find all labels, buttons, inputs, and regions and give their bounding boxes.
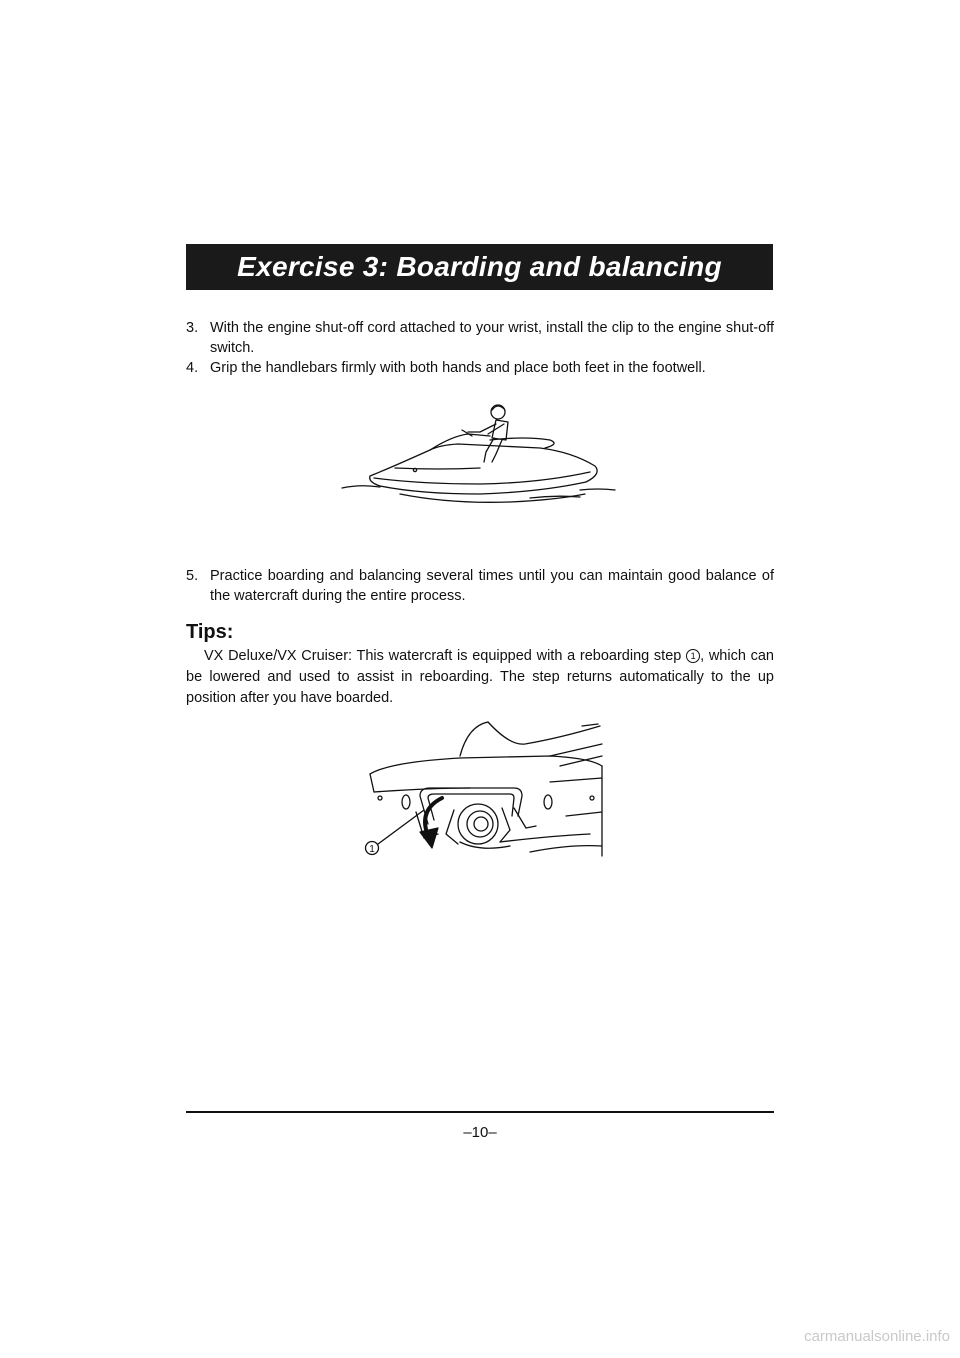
page-title: Exercise 3: Boarding and balancing — [237, 251, 722, 282]
footer-divider — [186, 1111, 774, 1113]
section-header — [186, 244, 773, 290]
step-text: Practice boarding and balancing several times until you can maintain good balance of the watercraft during the entire process. — [210, 568, 774, 604]
callout-marker: 1 — [686, 649, 700, 663]
step-number: 3. — [186, 320, 199, 336]
reboarding-step-illustration — [350, 716, 610, 864]
rider-on-watercraft-illustration — [340, 398, 620, 516]
step-3 — [186, 318, 774, 358]
step-text: With the engine shut-off cord attached to your wrist, install the clip to the engine shut-off switch. — [210, 320, 774, 356]
step-4 — [186, 358, 774, 378]
step-5 — [186, 566, 774, 606]
callout-number: 1 — [369, 844, 375, 855]
step-number: 5. — [186, 568, 199, 584]
page-number: –10– — [463, 1124, 497, 1141]
step-text: Grip the handlebars firmly with both hands and place both feet in the footwell. — [210, 360, 706, 376]
watermark: carmanualsonline.info — [804, 1328, 950, 1345]
tips-text — [186, 646, 774, 709]
tips-text-start: VX Deluxe/VX Cruiser: This watercraft is equipped with a reboarding step — [204, 648, 687, 664]
tips-heading: Tips: — [186, 621, 234, 643]
tips-text-end: , which can be lowered and used to assist in reboarding. The step returns automatically to the up position after you have boarded. — [186, 648, 775, 706]
step-number: 4. — [186, 360, 199, 376]
